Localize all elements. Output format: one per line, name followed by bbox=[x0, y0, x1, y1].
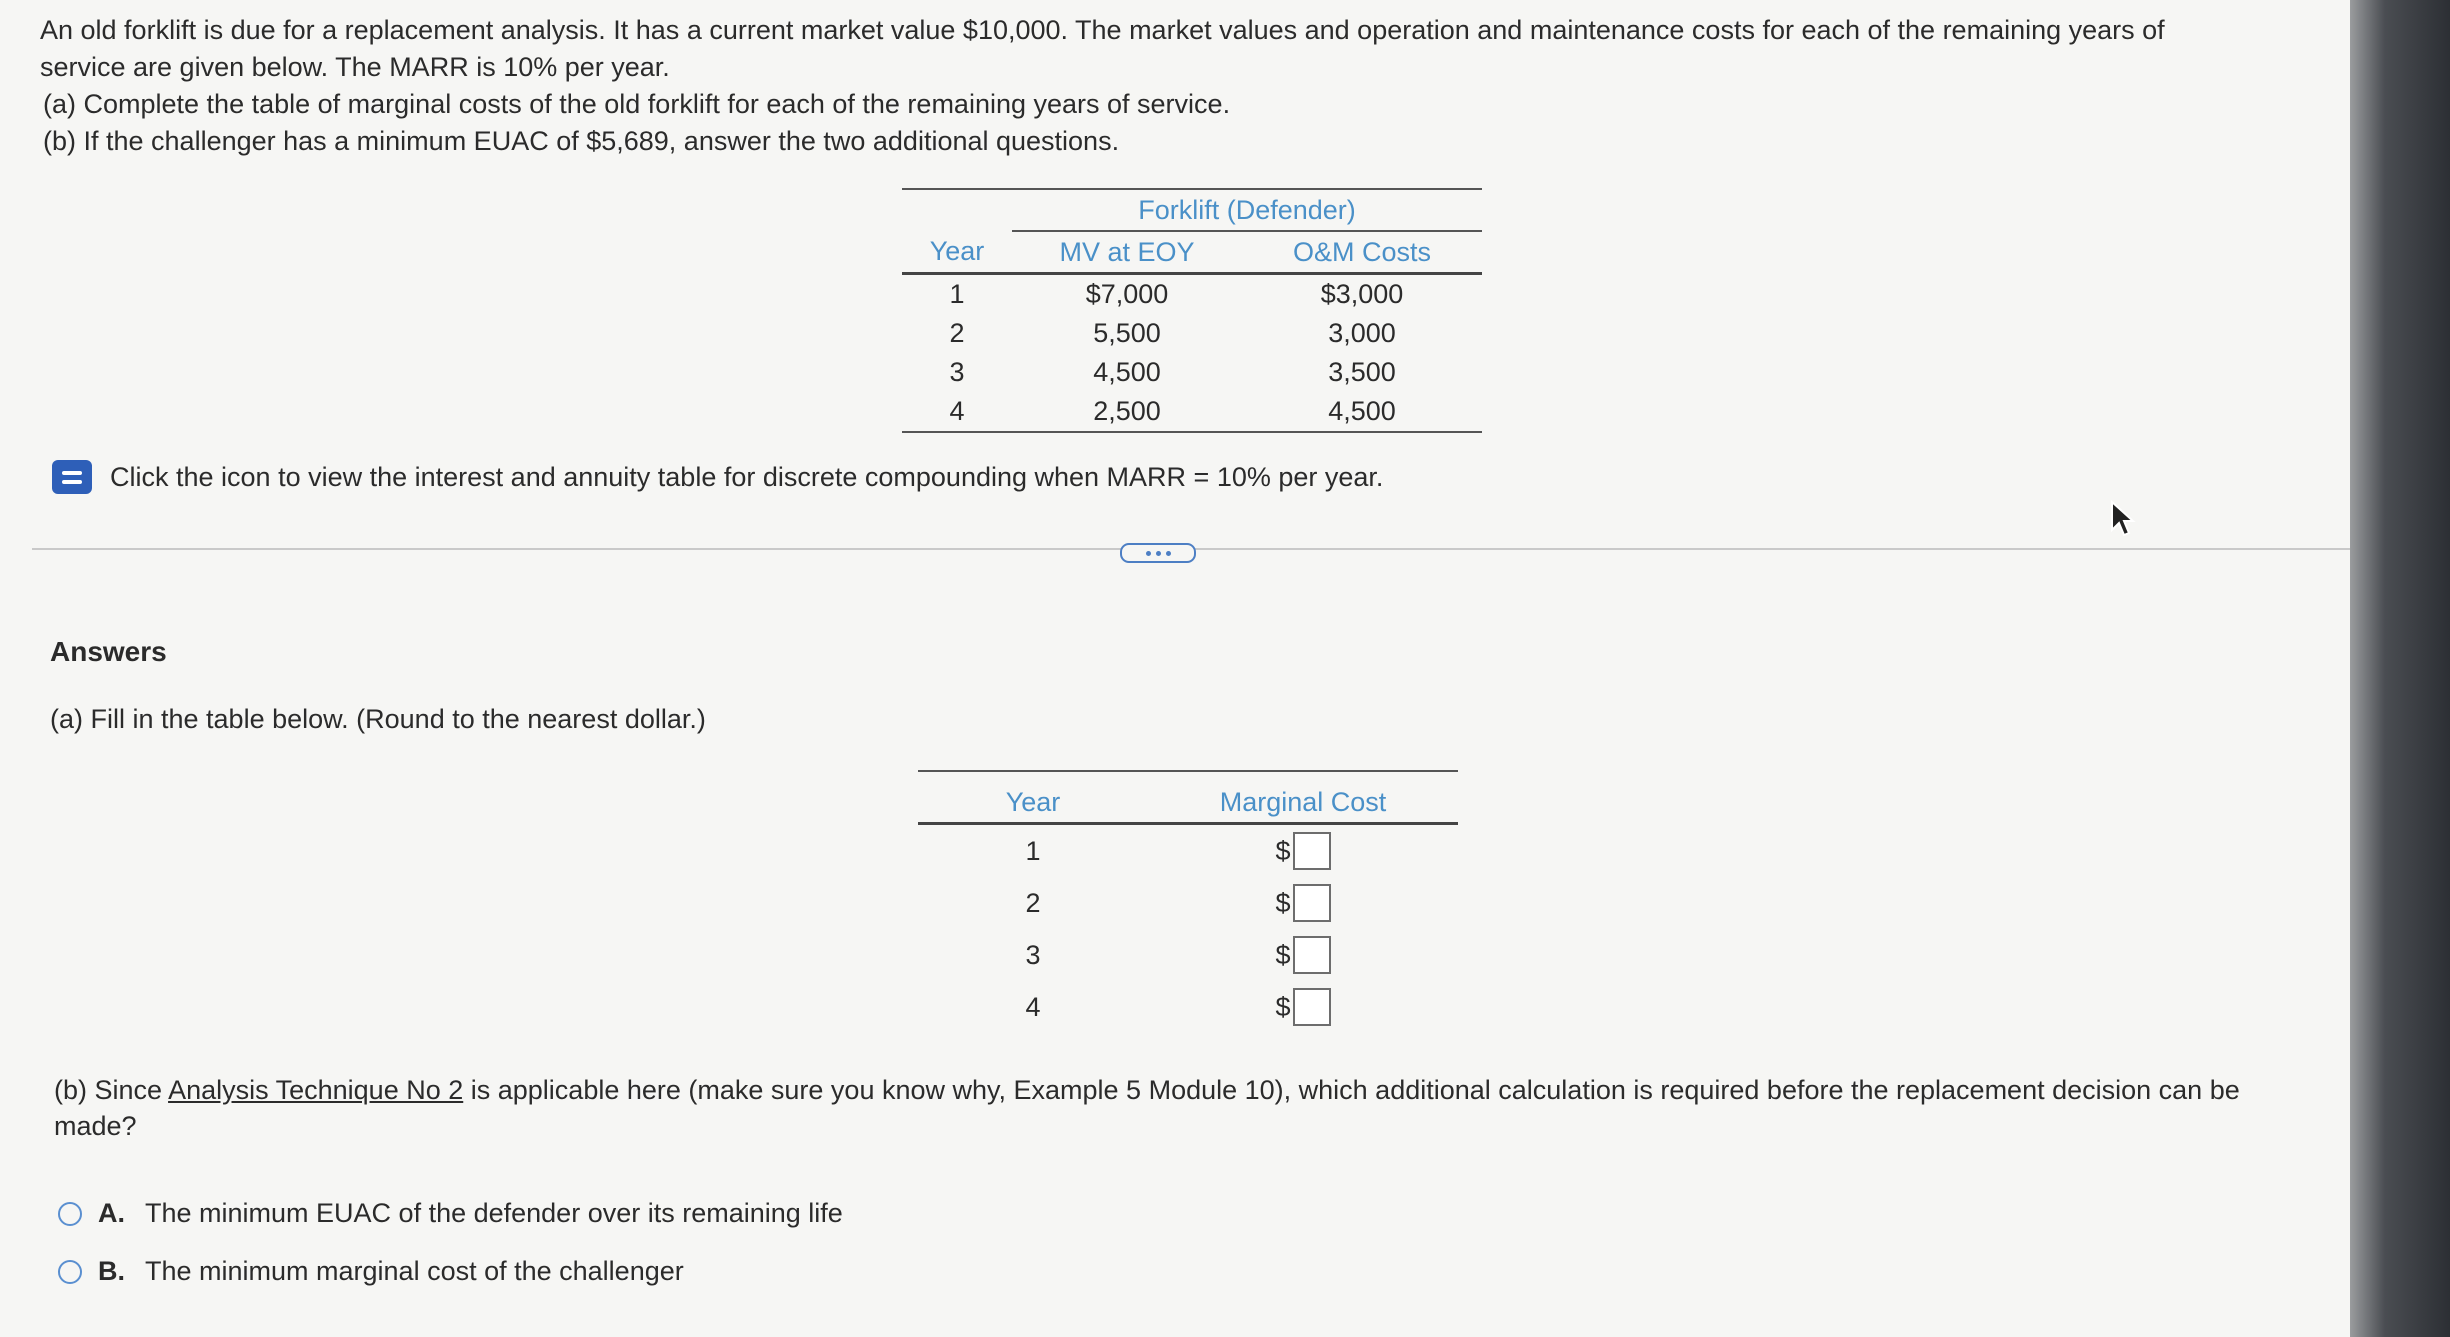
table-row bbox=[918, 824, 1458, 878]
interest-table-link-row bbox=[52, 460, 1383, 494]
marginal-cost-input-3[interactable] bbox=[1293, 936, 1331, 974]
radio-button-a[interactable] bbox=[58, 1202, 82, 1226]
currency-symbol: $ bbox=[1275, 887, 1291, 918]
question-text bbox=[40, 12, 2340, 160]
cell-mv: $7,000 bbox=[1085, 279, 1169, 309]
part-b-suffix: is applicable here (make sure you know why, Example 5 Module 10), which additional calculation is required before the replacement decision can be made? bbox=[54, 1075, 2240, 1141]
cell-mv: 4,500 bbox=[1093, 357, 1161, 387]
option-letter: A. bbox=[98, 1198, 125, 1228]
interest-table-icon[interactable] bbox=[52, 460, 92, 494]
cell-year: 2 bbox=[1025, 887, 1041, 918]
cell-year: 3 bbox=[949, 357, 965, 387]
option-a[interactable] bbox=[58, 1198, 843, 1229]
col-header-marginal-cost: Marginal Cost bbox=[1148, 771, 1458, 824]
defender-group-header: Forklift (Defender) bbox=[1012, 189, 1482, 231]
cell-year: 2 bbox=[949, 318, 965, 348]
cell-year: 4 bbox=[1025, 991, 1041, 1022]
part-b-prefix: (b) Since bbox=[54, 1075, 169, 1105]
option-text: The minimum EUAC of the defender over its remaining life bbox=[145, 1198, 843, 1228]
question-part-b: (b) If the challenger has a minimum EUAC of $5,689, answer the two additional questions. bbox=[43, 126, 1120, 156]
currency-symbol: $ bbox=[1275, 835, 1291, 866]
table-row bbox=[902, 274, 1482, 315]
option-letter: B. bbox=[98, 1256, 125, 1286]
cell-year: 1 bbox=[949, 279, 965, 309]
col-header-year: Year bbox=[918, 771, 1148, 824]
cell-year: 1 bbox=[1025, 835, 1041, 866]
cell-om: $3,000 bbox=[1320, 279, 1404, 309]
answers-part-a: (a) Fill in the table below. (Round to the nearest dollar.) bbox=[50, 704, 706, 734]
marginal-cost-table bbox=[918, 770, 1458, 1033]
question-line-2: service are given below. The MARR is 10% per year. bbox=[40, 52, 670, 82]
question-part-a: (a) Complete the table of marginal costs of the old forklift for each of the remaining years of service. bbox=[43, 89, 1231, 119]
table-row bbox=[902, 353, 1482, 392]
cell-year: 4 bbox=[949, 396, 965, 426]
currency-symbol: $ bbox=[1275, 939, 1291, 970]
cell-mv: 2,500 bbox=[1093, 396, 1161, 426]
cell-om: 3,000 bbox=[1328, 318, 1396, 348]
table-row bbox=[918, 929, 1458, 981]
marginal-cost-input-2[interactable] bbox=[1293, 884, 1331, 922]
mouse-cursor-icon bbox=[2110, 500, 2136, 538]
analysis-technique-link[interactable]: Analysis Technique No 2 bbox=[168, 1075, 464, 1105]
table-row bbox=[918, 981, 1458, 1033]
col-header-om: O&M Costs bbox=[1242, 231, 1482, 274]
cell-mv: 5,500 bbox=[1093, 318, 1161, 348]
cell-om: 3,500 bbox=[1328, 357, 1396, 387]
table-row bbox=[902, 392, 1482, 432]
radio-button-b[interactable] bbox=[58, 1260, 82, 1284]
marginal-cost-input-1[interactable] bbox=[1293, 832, 1331, 870]
col-header-year: Year bbox=[902, 231, 1012, 274]
answers-part-b bbox=[54, 1072, 2294, 1144]
defender-table bbox=[902, 188, 1482, 433]
option-text: The minimum marginal cost of the challenger bbox=[145, 1256, 684, 1286]
cell-year: 3 bbox=[1025, 939, 1041, 970]
table-row bbox=[902, 314, 1482, 353]
table-row bbox=[918, 877, 1458, 929]
marginal-cost-input-4[interactable] bbox=[1293, 988, 1331, 1026]
question-line-1: An old forklift is due for a replacement analysis. It has a current market value $10,000. The market values and operation and maintenance costs for each of the remaining years of bbox=[40, 15, 2165, 45]
cell-om: 4,500 bbox=[1328, 396, 1396, 426]
currency-symbol: $ bbox=[1275, 991, 1291, 1022]
interest-table-text: Click the icon to view the interest and annuity table for discrete compounding when MARR = 10% per year. bbox=[110, 461, 1384, 492]
background-edge bbox=[2350, 0, 2450, 1337]
option-b[interactable] bbox=[58, 1256, 684, 1287]
expand-more-button[interactable] bbox=[1120, 543, 1196, 563]
answers-title: Answers bbox=[50, 636, 167, 667]
col-header-mv: MV at EOY bbox=[1012, 231, 1242, 274]
